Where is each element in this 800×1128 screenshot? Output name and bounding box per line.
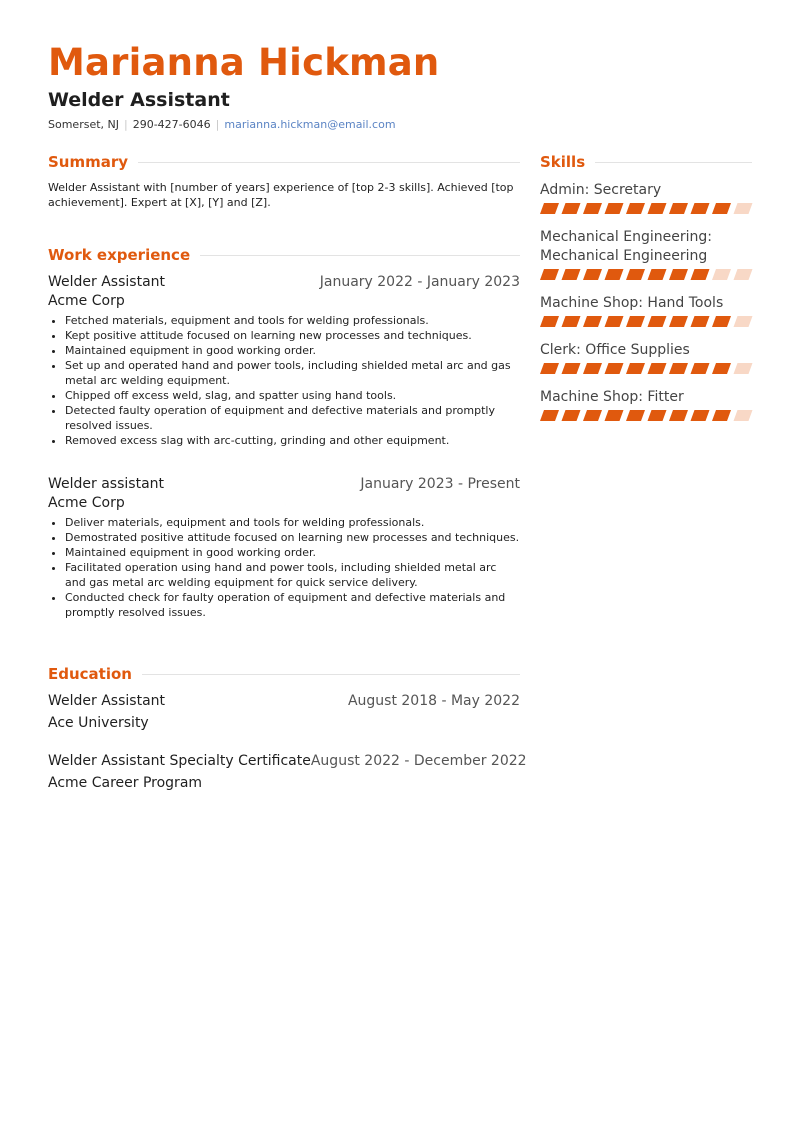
skill-segment-filled [626,269,645,280]
skill-segment-filled [540,269,559,280]
skill-segment-filled [648,203,667,214]
job-entry [48,274,520,448]
skill-segment-filled [605,410,624,421]
education-section [48,664,527,791]
job-bullet: • Maintained equipment in good working order. [65,545,520,560]
skill-segment-filled [605,363,624,374]
skill-segment-empty [734,316,753,327]
skill-segment-filled [691,316,710,327]
job-bullet: • Detected faulty operation of equipment and defective materials and promptly resolved issues. [65,403,520,433]
skill-segment-filled [691,269,710,280]
contact-line [48,118,396,132]
skill-segment-filled [562,203,581,214]
work-section [48,245,520,620]
skill-name: Machine Shop: Hand Tools [540,295,724,311]
contact-separator: | [215,118,220,131]
skill-segment-filled [605,269,624,280]
job-bullet: • Deliver materials, equipment and tools for welding professionals. [65,515,520,530]
skill-segment-filled [583,203,602,214]
skill-segment-filled [626,203,645,214]
skill-level-bar [540,363,754,374]
job-title: Welder Assistant [48,274,166,290]
skill-segment-filled [583,410,602,421]
skill-segment-filled [562,363,581,374]
skill-name: Clerk: Office Supplies [540,342,690,358]
section-divider [142,674,520,675]
skill-segment-empty [734,363,753,374]
skill-item [540,181,752,214]
section-divider [200,255,520,256]
skill-segment-filled [540,410,559,421]
skill-item [540,228,752,280]
skill-segment-filled [712,316,731,327]
skill-level-bar [540,203,754,214]
skill-segment-filled [540,203,559,214]
summary-header [48,152,520,172]
summary-section [48,152,520,210]
job-bullet: • Chipped off excess weld, slag, and spatter using hand tools. [65,388,520,403]
education-entry [48,753,527,791]
skill-segment-filled [648,363,667,374]
skill-segment-filled [540,316,559,327]
job-dates: January 2022 - January 2023 [319,274,520,290]
skill-segment-filled [626,410,645,421]
skill-name: Admin: Secretary [540,182,662,198]
job-bullets [48,515,520,620]
education-entry [48,693,520,731]
skill-name: Machine Shop: Fitter [540,389,684,405]
skill-segment-empty [734,269,753,280]
school-name: Acme Career Program [48,775,203,791]
skill-item [540,388,752,421]
skill-segment-filled [583,363,602,374]
email-link[interactable]: marianna.hickman@email.com [224,118,396,131]
skill-segment-empty [712,269,731,280]
section-divider [595,162,752,163]
skill-name: Mechanical Engineering: Mechanical Engineering [540,229,712,264]
job-company: Acme Corp [48,293,125,309]
skill-segment-filled [583,316,602,327]
skill-segment-filled [583,269,602,280]
skill-segment-filled [669,203,688,214]
education-header-row [48,753,527,769]
job-entry [48,476,520,620]
job-bullet: • Maintained equipment in good working order. [65,343,520,358]
contact-separator: | [124,118,128,131]
job-dates: January 2023 - Present [360,476,520,492]
skills-list [540,181,752,421]
skill-segment-filled [605,316,624,327]
phone-text: 290-427-6046 [132,118,211,131]
section-title: Education [48,665,132,683]
skill-segment-filled [562,316,581,327]
skill-segment-filled [648,316,667,327]
section-title: Summary [48,153,129,171]
skill-segment-filled [691,363,710,374]
education-header [48,664,520,684]
job-bullet: • Demostrated positive attitude focused on learning new processes and techniques. [65,530,520,545]
skill-segment-filled [669,316,688,327]
education-dates: August 2022 - December 2022 [310,753,527,769]
skill-segment-filled [562,269,581,280]
skill-level-bar [540,269,754,280]
job-bullet: • Removed excess slag with arc-cutting, grinding and other equipment. [65,433,520,448]
degree-title: Welder Assistant Specialty Certificate [48,753,311,769]
skill-segment-empty [734,203,753,214]
skill-segment-empty [734,410,753,421]
school-name: Ace University [48,715,149,731]
skill-segment-filled [648,410,667,421]
skill-segment-filled [562,410,581,421]
job-bullets [48,313,520,448]
job-title: Welder assistant [48,476,165,492]
location-text: Somerset, NJ [48,118,119,131]
skill-segment-filled [712,410,731,421]
skill-level-bar [540,410,754,421]
skills-header [540,152,752,172]
summary-text: Welder Assistant with [number of years] experience of [top 2-3 skills]. Achieved [top achievement]. Expert at [X], [Y] and [Z]. [48,181,514,209]
skill-segment-filled [691,203,710,214]
job-header-row [48,476,520,492]
skill-segment-filled [712,203,731,214]
skill-item [540,294,752,327]
education-header-row [48,693,520,709]
job-header-row [48,274,520,290]
skill-segment-filled [669,363,688,374]
skill-segment-filled [648,269,667,280]
section-title: Skills [540,153,586,171]
candidate-name: Marianna Hickman [48,41,440,84]
education-dates: August 2018 - May 2022 [347,693,520,709]
skill-segment-filled [712,363,731,374]
job-bullet: • Kept positive attitude focused on learning new processes and techniques. [65,328,520,343]
skill-item [540,341,752,374]
job-headline: Welder Assistant [48,89,230,111]
degree-title: Welder Assistant [48,693,166,709]
section-title: Work experience [48,246,191,264]
skill-segment-filled [669,269,688,280]
job-bullet: • Facilitated operation using hand and power tools, including shielded metal arc and gas metal arc welding equipment for quick service delivery. [65,560,520,590]
skills-section [540,152,752,435]
skill-segment-filled [540,363,559,374]
skill-segment-filled [691,410,710,421]
job-bullet: • Fetched materials, equipment and tools for welding professionals. [65,313,520,328]
skill-segment-filled [605,203,624,214]
work-header [48,245,520,265]
skill-segment-filled [626,363,645,374]
skill-segment-filled [669,410,688,421]
job-company: Acme Corp [48,495,125,511]
section-divider [138,162,520,163]
skill-level-bar [540,316,754,327]
skill-segment-filled [626,316,645,327]
job-bullet: • Set up and operated hand and power tools, including shielded metal arc and gas metal arc welding equipment. [65,358,520,388]
job-bullet: • Conducted check for faulty operation of equipment and defective materials and promptly resolved issues. [65,590,520,620]
